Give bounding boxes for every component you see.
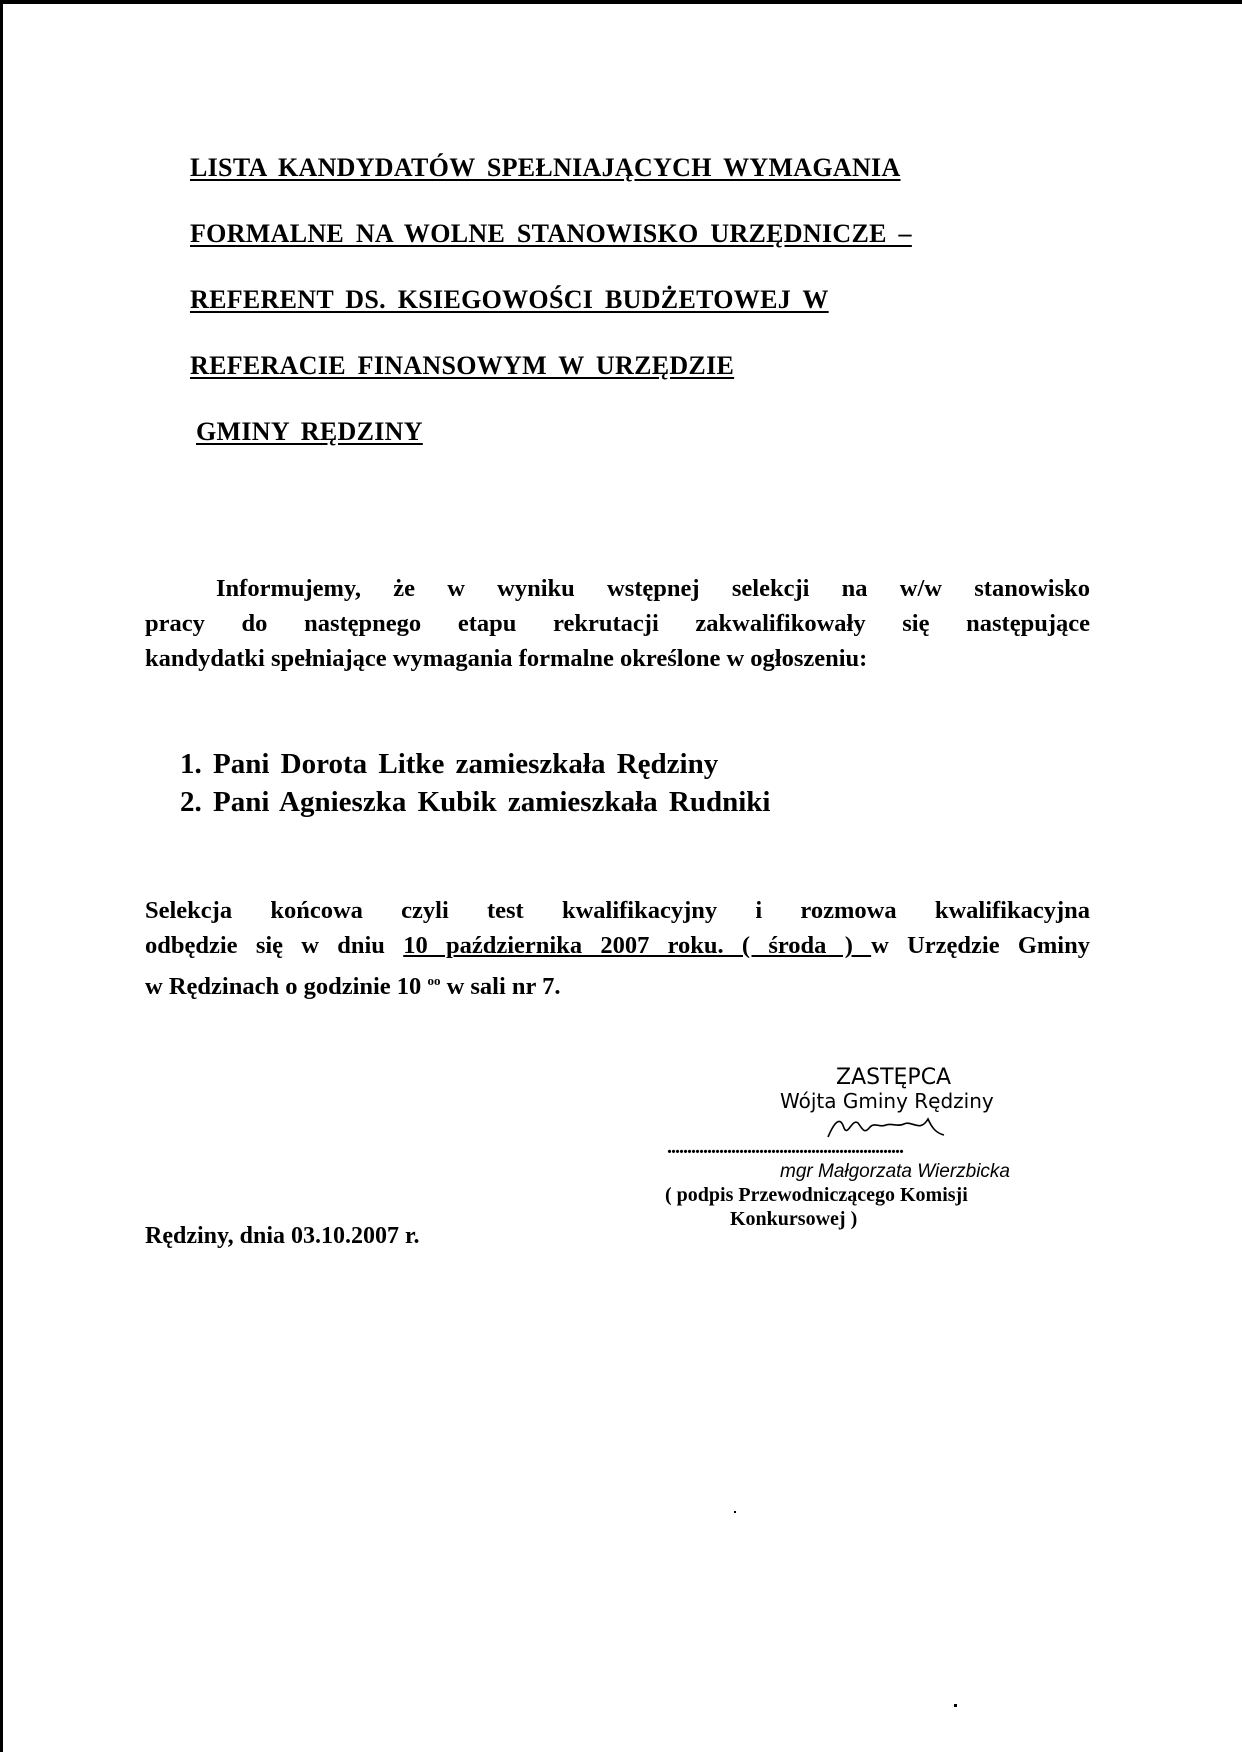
- candidate-list: [180, 745, 770, 821]
- date-line: Rędziny, dnia 03.10.2007 r.: [145, 1223, 420, 1249]
- title-line-3: REFERENT DS. KSIEGOWOŚCI BUDŻETOWEJ W: [190, 285, 829, 314]
- stamp-line-2: Wójta Gminy Rędziny: [780, 1089, 994, 1113]
- final-line-2-pre: odbędzie się w dniu: [145, 932, 404, 959]
- candidate-1: 1. Pani Dorota Litke zamieszkała Rędziny: [180, 748, 719, 780]
- intro-line-2: pracy do następnego etapu rekrutacji zakwalifikowały się następujące: [145, 610, 1090, 637]
- intro-paragraph: [145, 571, 1090, 676]
- signature-caption-2: Konkursowej ): [730, 1208, 858, 1230]
- final-line-2-post: w Urzędzie Gminy: [871, 932, 1090, 959]
- intro-line-3: kandydatki spełniające wymagania formalne określone w ogłoszeniu:: [145, 645, 868, 672]
- final-line-3: [145, 963, 1090, 1004]
- stamp-name: mgr Małgorzata Wierzbicka: [780, 1161, 1011, 1182]
- title-line-5: GMINY RĘDZINY: [196, 417, 423, 446]
- final-time-sup: oo: [427, 973, 441, 988]
- final-line-3-post: w sali nr 7.: [440, 973, 561, 1001]
- final-line-1: Selekcja końcowa czyli test kwalifikacyjny i rozmowa kwalifikacyjna: [145, 897, 1090, 924]
- scan-speck: [954, 1704, 957, 1707]
- title-line-2: FORMALNE NA WOLNE STANOWISKO URZĘDNICZE –: [190, 219, 912, 248]
- scan-speck: [734, 1511, 736, 1513]
- final-date: 10 października 2007 roku. ( środa ): [403, 932, 872, 959]
- final-line-2: [145, 928, 1090, 963]
- scan-border-left: [0, 0, 3, 1752]
- candidate-2: 2. Pani Agnieszka Kubik zamieszkała Rudniki: [180, 786, 771, 818]
- signature-caption-1: ( podpis Przewodniczącego Komisji: [665, 1184, 968, 1206]
- scan-border-top: [0, 0, 1242, 4]
- stamp-line-1: ZASTĘPCA: [836, 1065, 952, 1090]
- title-line-1: LISTA KANDYDATÓW SPEŁNIAJĄCYCH WYMAGANIA: [190, 153, 901, 182]
- final-paragraph: [145, 893, 1090, 1004]
- intro-line-1: Informujemy, że w wyniku wstępnej selekcji na w/w stanowisko: [216, 575, 1090, 602]
- final-line-3-pre: w Rędzinach o godzinie 10: [145, 973, 428, 1001]
- signature-dots: ...........................................................: [667, 1136, 903, 1158]
- title-line-4: REFERACIE FINANSOWYM W URZĘDZIE: [190, 351, 735, 380]
